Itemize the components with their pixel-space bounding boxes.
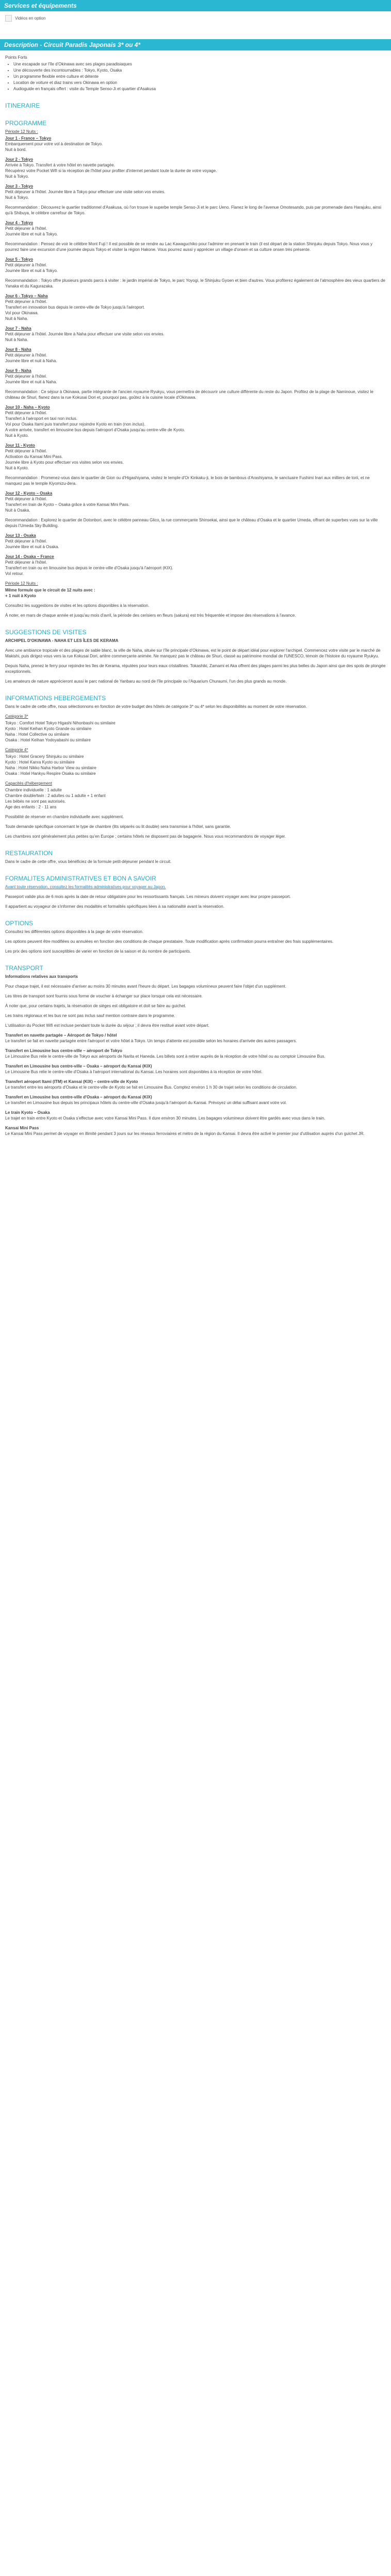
recommendation: Recommandation : Explorez le quartier de Dotonbori, avec le célèbre panneau Glico, la rue commerçante Shinsekai, ainsi que le château d'Osaka et le quartier Umeda, offrant de superbes vues sur la ville depuis l'Umeda Sky Building. <box>5 518 378 528</box>
highlights-label: Points Forts <box>5 55 27 60</box>
day-line: Nuit à Tokyo. <box>5 174 29 179</box>
day-line: Journée libre et nuit à Osaka. <box>5 545 59 549</box>
day-block <box>5 257 386 274</box>
day-title: Jour 2 - Tokyo <box>5 157 34 162</box>
capacity-list <box>5 787 386 810</box>
day-line: Vol pour Okinawa. <box>5 311 39 315</box>
day-line: Petit déjeuner à l'hôtel. <box>5 299 47 304</box>
day-line: Journée libre et nuit à Tokyo. <box>5 232 58 236</box>
transport-paragraph: Pour chaque trajet, il est nécessaire d'arriver au moins 30 minutes avant l'heure du départ. Les bagages volumineux peuvent faire l'objet d'un supplément. <box>5 984 287 989</box>
options-intro: Consultez les différentes options disponibles à la page de votre réservation. <box>5 929 144 934</box>
recommendation: Recommandation : Pensez de voir le célèbre Mont Fuji ! Il est possible de se rendre au Lac Kawaguchiko pour l'admirer en prenant le train (il est départ de la station Shinjuku depuis Tokyo. Nous vous y pourrez faire une excursion d'une journée depuis Tokyo et visiter la région Hakone. Vous pourrez aussi y apprécier un village d'onsen et sa culture onsen très présente. <box>5 242 372 252</box>
period-line-1: Même formule que le circuit de 12 nuits avec : <box>5 588 95 592</box>
day-line: Nuit à bord. <box>5 147 27 152</box>
day-line: Journée libre à Kyoto pour effectuer vos visites selon vos envies. <box>5 460 124 465</box>
hotel-line: Osaka : Hotel Keihan Yodoyabashi ou similaire <box>5 738 91 742</box>
day-line: Transfert en train ou en limousine bus depuis le centre-ville d'Osaka jusqu'à l'aéroport (KIX). <box>5 566 173 570</box>
day-line: Petit déjeuner à l'hôtel. <box>5 226 47 231</box>
videos-option-row[interactable] <box>0 11 391 25</box>
list-item: • Une découverte des incontournables : Tokyo, Kyoto, Osaka <box>13 67 386 73</box>
transport-paragraph: Les trains régionaux et les bus ne sont pas inclus sauf mention contraire dans le programme. <box>5 1013 175 1018</box>
transfer-title: Le train Kyoto – Osaka <box>5 1110 50 1115</box>
hotels-note: Toute demande spécifique concernant le type de chambre (lits séparés ou lit double) sera transmise à l'hôtel, sans garantie. <box>5 824 231 829</box>
formalities-paragraph: Il appartient au voyageur de s'informer des modalités et formalités spécifiques liées à sa nationalité avant la réservation. <box>5 904 224 909</box>
transfer-block <box>5 1079 386 1090</box>
period-line <box>5 587 386 599</box>
transport-subheading: Informations relatives aux transports <box>5 974 78 979</box>
options-paragraph: Les options peuvent être modifiées ou annulées en fonction des conditions de chaque prestataire. Toute modification après confirmation pourra entraîner des frais supplémentaires. <box>5 939 334 944</box>
page <box>0 0 391 1141</box>
transfer-description: Le transfert en Limousine bus depuis les principaux hôtels du centre-ville d'Osaka jusqu'à l'aéroport du Kansai. Prévoyez un délai suffisant avant votre vol. <box>5 1100 287 1105</box>
transfer-block <box>5 1094 386 1106</box>
transfer-description: Le transfert entre les aéroports d'Osaka et le centre-ville de Kyoto se fait en Limousine Bus. Comptez environ 1 h 30 de trajet selon les conditions de circulation. <box>5 1085 298 1090</box>
description-body <box>0 55 391 1137</box>
transfer-title: Kansai Mini Pass <box>5 1126 39 1130</box>
services-banner[interactable]: Services et équipements <box>0 0 391 11</box>
day-title: Jour 14 - Osaka – France <box>5 554 54 559</box>
transfer-title: Transfert en Limousine bus centre-ville d'Osaka – aéroport du Kansai (KIX) <box>5 1095 152 1099</box>
day-title: Jour 4 - Tokyo <box>5 221 34 225</box>
suggestions-paragraph: Depuis Naha, prenez le ferry pour rejoindre les îles de Kerama, réputées pour leurs eaux cristallines. Tokashiki, Zamami et Aka offrent des plages parmi les plus belles du Japon ainsi que des spots de plongée exceptionnels. <box>5 664 386 674</box>
transfer-description: Le Limousine Bus relie le centre-ville d'Osaka à l'aéroport international du Kansai. Les horaires sont disponibles à la réception de votre hôtel. <box>5 1070 263 1074</box>
transfer-block <box>5 1110 386 1121</box>
restoration-text: Dans le cadre de cette offre, vous bénéficiez de la formule petit-déjeuner pendant le circuit. <box>5 859 172 864</box>
day-title: Jour 3 - Tokyo <box>5 184 34 189</box>
day-line: Petit déjeuner à l'hôtel. <box>5 263 47 267</box>
transfer-block <box>5 1048 386 1059</box>
day-block <box>5 443 386 471</box>
day-line: Activation du Kansai Mini Pass. <box>5 454 63 459</box>
capacity-line: Chambre individuelle : 1 adulte <box>5 788 62 792</box>
day-line: Nuit à Osaka. <box>5 508 30 513</box>
transport-paragraph: Les titres de transport sont fournis sous forme de voucher à échanger sur place lorsque cela est nécessaire. <box>5 994 203 998</box>
highlights-list <box>13 61 386 92</box>
order-note: À noter, en mars de chaque année et jusqu'au mois d'avril, la période des cerisiers en fleurs (sakura) est très fréquentée et impose des réservations à l'avance. <box>5 613 296 618</box>
hotel-line: Naha : Hotel Collective ou similaire <box>5 732 70 737</box>
day-block <box>5 135 386 152</box>
suggestions-subheading: ARCHIPEL D'OKINAWA - NAHA ET LES ÎLES DE KERAMA <box>5 638 119 643</box>
day-block <box>5 183 386 200</box>
day-block <box>5 490 386 513</box>
day-line: Nuit à Kyoto. <box>5 433 29 438</box>
day-title: Jour 5 - Tokyo <box>5 257 34 262</box>
suggestions-paragraph: Avec une ambiance tropicale et des plages de sable blanc, la ville de Naha, située sur l'île principale d'Okinawa, est le point de départ idéal pour explorer l'archipel. Commencez votre visite par le marché de Makishi, puis dirigez-vous vers la rue Kokusai Dori, artère commerçante animée. Ne manquez pas le château de Shuri, classé au patrimoine mondial de l'UNESCO, témoin de l'histoire du royaume Ryukyu. <box>5 648 381 658</box>
day-line: Petit déjeuner à l'hôtel. <box>5 411 47 415</box>
transport-heading: TRANSPORT <box>5 964 43 972</box>
hotel-line: Naha : Hotel Nikko Naha Harbor View ou similaire <box>5 766 96 770</box>
day-block <box>5 404 386 438</box>
capacity-line: Chambre double/twin : 2 adultes ou 1 adulte + 1 enfant <box>5 793 106 798</box>
day-line: Nuit à Tokyo. <box>5 195 29 200</box>
transfer-description: Le trajet en train entre Kyoto et Osaka s'effectue avec votre Kansai Mini Pass. Il dure environ 30 minutes. Les bagages volumineux doivent être gardés avec vous dans le train. <box>5 1116 325 1121</box>
recommendation: Recommandation : Promenez-vous dans le quartier de Gion ou d'Higashiyama, visitez le temple d'Or Kinkaku-ji, le bois de bambous d'Arashiyama, le sanctuaire Fushimi Inari aux milliers de torii, et ne manquez pas le temple Kiyomizu-dera. <box>5 476 370 486</box>
capacity-line: Les bébés ne sont pas autorisés. <box>5 799 66 804</box>
hotel-line: Tokyo : Hotel Gracery Shinjuku ou similaire <box>5 754 84 759</box>
hotels-note: Les chambres sont généralement plus petites qu'en Europe ; certains hôtels ne disposent pas de bagagerie. Nous vous recommandons de voyager léger. <box>5 834 286 839</box>
day-block <box>5 293 386 321</box>
category-3-list <box>5 720 386 743</box>
day-title: Jour 12 - Kyoto – Osaka <box>5 491 53 496</box>
description-banner[interactable]: Description - Circuit Paradis Japonais 3* ou 4* <box>0 39 391 50</box>
day-block <box>5 347 386 364</box>
day-line: Petit déjeuner à l'hôtel. <box>5 374 47 379</box>
day-line: Journée libre et nuit à Tokyo. <box>5 268 58 273</box>
checkbox-icon[interactable] <box>5 15 12 22</box>
formalities-link[interactable]: Avant toute réservation, consultez les formalités administratives pour voyager au Japon. <box>5 885 166 889</box>
transport-paragraph: À noter que, pour certains trajets, la réservation de sièges est obligatoire et doit se faire au guichet. <box>5 1004 186 1008</box>
day-line: Journée libre et nuit à Naha. <box>5 380 57 384</box>
transfer-title: Transfert en Limousine bus centre-ville – Osaka – aéroport du Kansai (KIX) <box>5 1064 152 1069</box>
hotel-line: Osaka : Hotel Hankyu Respire Osaka ou similaire <box>5 771 96 776</box>
day-title: Jour 11 - Kyoto <box>5 443 35 448</box>
day-line: Nuit à Naha. <box>5 316 28 321</box>
hotels-intro: Dans le cadre de cette offre, nous sélectionnons en fonction de votre budget des hôtels de catégorie 3* ou 4* selon les disponibilités au moment de votre réservation. <box>5 704 307 709</box>
day-line: Petit déjeuner à l'hôtel. <box>5 560 47 565</box>
formalities-paragraph: Passeport valide plus de 6 mois après la date de retour obligatoire pour les ressortissants français. Les mineurs doivent voyager avec leur propre passeport. <box>5 894 291 899</box>
day-line: Petit déjeuner à l'hôtel. <box>5 449 47 453</box>
recommendation: Recommandation : Découvrez le quartier traditionnel d'Asakusa, où l'on trouve le superbe temple Senso-Ji et le parc Ueno. Flanez le long de l'avenue Omotesando, puis par promenade dans Harajuku, ainsi qu'à Shibuya, le célèbre carrefour de Tokyo. <box>5 205 381 215</box>
options-paragraph: Les prix des options sont susceptibles de varier en fonction de la saison et du nombre de participants. <box>5 949 191 954</box>
day-line: Petit déjeuner à l'hôtel. Journée libre à Tokyo pour effectuer une visite selon vos envies. <box>5 190 166 194</box>
list-item: • Location de voiture et diaz trains vers Okinawa en option <box>13 80 386 86</box>
category-4-list <box>5 754 386 776</box>
recommendation: Recommandation : Ce séjour à Okinawa, partie intégrante de l'ancien royaume Ryukyu, vous permettra de découvrir une culture différente du reste du Japon. Profitez de la plage de Naminoue, visitez le château de Shuri, flanez dans la rue Kokusai Dori et, pourquoi pas, goûtez à la cuisine locale d'Okinawa. <box>5 389 373 400</box>
suggestions-paragraph: Les amateurs de nature apprécieront aussi le parc national de Yanbaru au nord de l'île principale ou l'Aquarium Churaumi, l'un des plus grands au monde. <box>5 679 287 684</box>
day-block <box>5 368 386 385</box>
day-line: Arrivée à Tokyo. Transfert à votre hôtel en navette partagée. <box>5 163 115 167</box>
hotel-line: Kyoto : Hotel Kanra Kyoto ou similaire <box>5 760 75 765</box>
day-line: Nuit à Naha. <box>5 337 28 342</box>
transfer-block <box>5 1032 386 1044</box>
capacity-line: Age des enfants : 2 - 11 ans <box>5 805 57 809</box>
hotels-note: Possibilité de réserver en chambre individuelle avec supplément. <box>5 815 124 819</box>
transfer-description: Le Limousine Bus relie le centre-ville de Tokyo aux aéroports de Narita et Haneda. Les billets sont à retirer auprès de la réception de votre hôtel ou au comptoir Limousine Bus. <box>5 1054 325 1059</box>
day-title: Jour 9 - Naha <box>5 368 31 373</box>
category-3-title: Catégorie 3* <box>5 714 28 719</box>
day-line: Vol pour Osaka Itami puis transfert pour rejoindre Kyoto en train (non inclus). <box>5 422 145 427</box>
day-title: Jour 6 - Tokyo – Naha <box>5 294 48 298</box>
day-block <box>5 554 386 577</box>
transfer-block <box>5 1125 386 1137</box>
capacity-title: Capacités d'hébergement <box>5 781 52 786</box>
day-line: Transfert en innovation bus depuis le centre-ville de Tokyo jusqu'à l'aéroport. <box>5 305 145 310</box>
suggestions-heading: SUGGESTIONS DE VISITES <box>5 629 87 636</box>
day-line: Embarquement pour votre vol à destination de Tokyo. <box>5 142 103 146</box>
day-block <box>5 157 386 179</box>
hotels-heading: INFORMATIONS HEBERGEMENTS <box>5 694 106 702</box>
transfer-description: Le Kansai Mini Pass permet de voyager en illimité pendant 3 jours sur les réseaux ferroviaires et métro de la région du Kansai. Il devra être activé le premier jour d'utilisation auprès d'un guichet JR. <box>5 1131 365 1136</box>
day-title: Jour 1 - France – Tokyo <box>5 136 52 141</box>
list-item: • Une escapade sur l'île d'Okinawa avec ses plages paradisiaques <box>13 61 386 67</box>
day-line: Transfert en train de Kyoto – Osaka grâce à votre Kansai Mini Pass. <box>5 502 130 507</box>
transfer-description: Le transfert se fait en navette partagée entre l'aéroport et votre hôtel à Tokyo. Un temps d'attente est possible selon les horaires d'arrivée des autres passagers. <box>5 1039 297 1043</box>
day-line: Vol retour. <box>5 571 24 576</box>
day-block <box>5 533 386 550</box>
day-line: Récupérez votre Pocket Wifi si la réception de l'hôtel pour profiter d'internet pendant toute la durée de votre voyage. <box>5 168 217 173</box>
hotel-line: Kyoto : Hotel Keihan Kyoto Grande ou similaire <box>5 726 92 731</box>
day-title: Jour 10 - Naha – Kyoto <box>5 405 50 410</box>
list-item: • Un programme flexible entre culture et détente <box>13 74 386 79</box>
recommendation: Recommandation : Tokyo offre plusieurs grands parcs à visiter : le jardin impérial de Tokyo, le parc Yoyogi, le Shinjuku Gyoen et bien d'autres. Vous profiterez également de l'atmosphère des vieux quartiers de Yanaka et du Kagurazaka. <box>5 278 385 289</box>
day-block <box>5 326 386 343</box>
day-line: A votre arrivée, transfert en limousine bus depuis l'aéroport d'Osaka jusqu'au centre-ville de Kyoto. <box>5 428 185 432</box>
formalities-heading: FORMALITES ADMINISTRATIVES ET BON A SAVOIR <box>5 875 156 882</box>
restoration-heading: RESTAURATION <box>5 850 53 857</box>
period-title-2: Période 12 Nuits : <box>5 581 38 586</box>
day-title: Jour 7 - Naha <box>5 326 31 331</box>
day-title: Jour 13 - Osaka <box>5 533 36 538</box>
category-4-title: Catégorie 4* <box>5 748 28 752</box>
transport-paragraph: L'utilisation du Pocket Wifi est incluse pendant toute la durée du séjour ; il devra être restitué avant votre départ. <box>5 1023 209 1028</box>
day-line: Journée libre et nuit à Naha. <box>5 359 57 363</box>
list-item: • Audioguide en français offert : visite du Temple Senso-Ji et quartier d'Asakusa <box>13 86 386 92</box>
options-heading: OPTIONS <box>5 920 34 927</box>
day-title: Jour 8 - Naha <box>5 347 31 352</box>
day-line: Petit déjeuner à l'hôtel. Journée libre à Naha pour effectuer une visite selon vos envies. <box>5 332 165 336</box>
program-heading: PROGRAMME <box>5 120 47 127</box>
day-line: Petit déjeuner à l'hôtel. <box>5 539 47 544</box>
hotel-line: Tokyo : Comfort Hotel Tokyo Higashi Nihonbashi ou similaire <box>5 721 116 725</box>
transfer-title: Transfert aéroport Itami (ITM) et Kansai (KIX) – centre-ville de Kyoto <box>5 1079 138 1084</box>
day-block <box>5 220 386 237</box>
day-line: Transfert à l'aéroport en taxi non inclus. <box>5 416 77 421</box>
itinerary-heading: ITINERAIRE <box>5 102 40 109</box>
videos-label: Vidéos en option <box>15 15 46 21</box>
transfer-block <box>5 1063 386 1075</box>
day-line: Petit déjeuner à l'hôtel. <box>5 497 47 501</box>
period-title: Période 12 Nuits : <box>5 129 38 134</box>
transfer-title: Transfert en Limousine bus centre-ville – aéroport de Tokyo <box>5 1048 123 1053</box>
options-note: Consultez les suggestions de visites et les options disponibles à la réservation. <box>5 603 150 608</box>
day-line: Nuit à Kyoto. <box>5 466 29 470</box>
transfer-title: Transfert en navette partagée – Aéroport de Tokyo / hôtel <box>5 1033 117 1038</box>
day-line: Petit déjeuner à l'hôtel. <box>5 353 47 358</box>
period-line-2: + 1 nuit à Kyoto <box>5 594 36 598</box>
